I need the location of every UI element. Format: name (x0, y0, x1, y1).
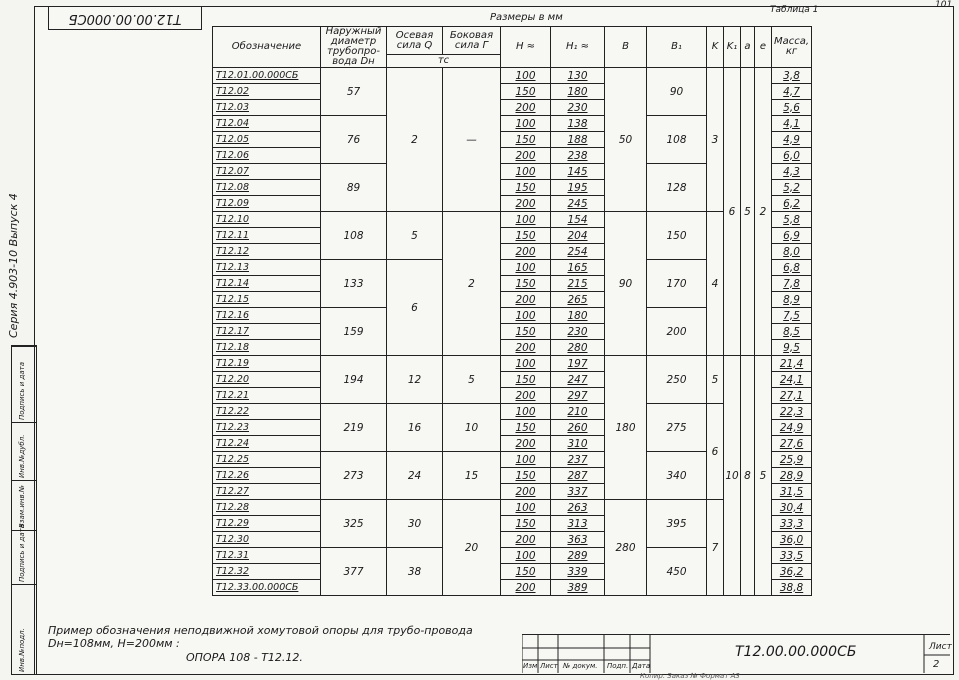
page-number: 101 (935, 0, 953, 10)
h-cell: 100 (501, 212, 551, 228)
designation-cell: Т12.14 (213, 276, 321, 292)
designation-cell: Т12.05 (213, 132, 321, 148)
title-col-label: № докум. (563, 662, 598, 670)
mass-cell: 5,6 (772, 100, 812, 116)
dimensions-note: Размеры в мм (490, 12, 563, 23)
stamp-label: Инв.№дубл. (18, 434, 26, 478)
table-row (213, 500, 812, 516)
mass-cell: 21,4 (772, 356, 812, 372)
designation-cell: Т12.23 (213, 420, 321, 436)
K1-cell: 10 (724, 356, 741, 596)
diameter-cell: 325 (321, 500, 387, 548)
mass-cell: 6,0 (772, 148, 812, 164)
h1-cell: 238 (551, 148, 605, 164)
lateral-cell: — (443, 68, 501, 212)
h1-cell: 230 (551, 100, 605, 116)
B1-cell: 170 (647, 260, 707, 308)
mass-cell: 4,1 (772, 116, 812, 132)
diameter-cell: 219 (321, 404, 387, 452)
B1-cell: 450 (647, 548, 707, 596)
h-cell: 150 (501, 564, 551, 580)
mass-cell: 7,8 (772, 276, 812, 292)
diameter-cell: 377 (321, 548, 387, 596)
h-cell: 150 (501, 372, 551, 388)
B1-cell: 275 (647, 404, 707, 452)
B1-cell: 150 (647, 212, 707, 260)
h1-cell: 247 (551, 372, 605, 388)
h-cell: 200 (501, 292, 551, 308)
designation-cell: Т12.22 (213, 404, 321, 420)
h1-cell: 210 (551, 404, 605, 420)
header-b1: B₁ (647, 27, 707, 68)
mass-cell: 33,3 (772, 516, 812, 532)
h-cell: 150 (501, 84, 551, 100)
mass-cell: 6,2 (772, 196, 812, 212)
series-label: Серия 4.903-10 Выпуск 4 (7, 193, 20, 338)
header-e: e (755, 27, 772, 68)
header-lateral: Боковая сила Г (443, 27, 501, 55)
mass-cell: 8,5 (772, 324, 812, 340)
K-cell: 3 (707, 68, 724, 212)
title-col-label: Лист (540, 662, 558, 670)
corner-code-stamp: Т12.00.00.000СБ (48, 6, 202, 30)
B-cell: 90 (605, 212, 647, 356)
h1-cell: 287 (551, 468, 605, 484)
h1-cell: 130 (551, 68, 605, 84)
designation-cell: Т12.28 (213, 500, 321, 516)
h-cell: 100 (501, 500, 551, 516)
table-row (213, 404, 812, 420)
h-cell: 200 (501, 148, 551, 164)
diameter-cell: 194 (321, 356, 387, 404)
mass-cell: 33,5 (772, 548, 812, 564)
h1-cell: 138 (551, 116, 605, 132)
h1-cell: 245 (551, 196, 605, 212)
h1-cell: 165 (551, 260, 605, 276)
B1-cell: 90 (647, 68, 707, 116)
designation-cell: Т12.09 (213, 196, 321, 212)
axial-cell: 24 (387, 452, 443, 500)
axial-cell: 6 (387, 260, 443, 356)
side-stamp-columns (11, 345, 37, 675)
h1-cell: 280 (551, 340, 605, 356)
h-cell: 100 (501, 452, 551, 468)
table-row (213, 212, 812, 228)
mass-cell: 36,2 (772, 564, 812, 580)
designation-cell: Т12.31 (213, 548, 321, 564)
diameter-cell: 133 (321, 260, 387, 308)
header-force-unit: тс (387, 55, 501, 68)
mass-cell: 30,4 (772, 500, 812, 516)
header-mass: Масса, кг (772, 27, 812, 68)
B1-cell: 340 (647, 452, 707, 500)
designation-cell: Т12.16 (213, 308, 321, 324)
B1-cell: 250 (647, 356, 707, 404)
designation-cell: Т12.25 (213, 452, 321, 468)
designation-cell: Т12.27 (213, 484, 321, 500)
mass-cell: 24,9 (772, 420, 812, 436)
designation-cell: Т12.04 (213, 116, 321, 132)
header-a: a (741, 27, 755, 68)
h1-cell: 337 (551, 484, 605, 500)
h-cell: 100 (501, 116, 551, 132)
designation-cell: Т12.21 (213, 388, 321, 404)
table-label: Таблица 1 (770, 5, 819, 15)
designation-cell: Т12.20 (213, 372, 321, 388)
diameter-cell: 108 (321, 212, 387, 260)
h1-cell: 313 (551, 516, 605, 532)
designation-cell: Т12.19 (213, 356, 321, 372)
header-b: B (605, 27, 647, 68)
mass-cell: 22,3 (772, 404, 812, 420)
h-cell: 200 (501, 340, 551, 356)
header-h1: H₁ ≈ (551, 27, 605, 68)
h-cell: 150 (501, 276, 551, 292)
header-axial: Осевая сила Q (387, 27, 443, 55)
title-col-label: Дата (632, 662, 651, 670)
header-k1: K₁ (724, 27, 741, 68)
mass-cell: 36,0 (772, 532, 812, 548)
mass-cell: 5,8 (772, 212, 812, 228)
designation-cell: Т12.11 (213, 228, 321, 244)
table-row (213, 356, 812, 372)
mass-cell: 27,1 (772, 388, 812, 404)
designation-cell: Т12.15 (213, 292, 321, 308)
h-cell: 100 (501, 164, 551, 180)
h-cell: 150 (501, 420, 551, 436)
designation-cell: Т12.01.00.000СБ (213, 68, 321, 84)
sheet-number: 2 (933, 659, 940, 670)
designation-cell: Т12.10 (213, 212, 321, 228)
mass-cell: 31,5 (772, 484, 812, 500)
h-cell: 150 (501, 468, 551, 484)
h1-cell: 180 (551, 308, 605, 324)
mass-cell: 6,8 (772, 260, 812, 276)
designation-cell: Т12.32 (213, 564, 321, 580)
title-col-label: Изм (523, 662, 538, 670)
h1-cell: 237 (551, 452, 605, 468)
h1-cell: 254 (551, 244, 605, 260)
h-cell: 100 (501, 308, 551, 324)
h1-cell: 197 (551, 356, 605, 372)
designation-cell: Т12.17 (213, 324, 321, 340)
designation-cell: Т12.18 (213, 340, 321, 356)
K-cell: 6 (707, 404, 724, 500)
stamp-label: Инв.№подл. (18, 628, 26, 672)
K-cell: 7 (707, 500, 724, 596)
lateral-cell: 10 (443, 404, 501, 452)
h-cell: 200 (501, 196, 551, 212)
lateral-cell: 5 (443, 356, 501, 404)
stamp-label: Подпись и дата (18, 524, 26, 582)
B1-cell: 395 (647, 500, 707, 548)
header-designation: Обозначение (213, 27, 321, 68)
e-cell: 2 (755, 68, 772, 356)
designation-cell: Т12.08 (213, 180, 321, 196)
h-cell: 100 (501, 356, 551, 372)
h-cell: 150 (501, 516, 551, 532)
axial-cell: 16 (387, 404, 443, 452)
title-col-label: Подп. (607, 662, 629, 670)
h1-cell: 260 (551, 420, 605, 436)
designation-cell: Т12.13 (213, 260, 321, 276)
h1-cell: 297 (551, 388, 605, 404)
designation-cell: Т12.12 (213, 244, 321, 260)
axial-cell: 5 (387, 212, 443, 260)
diameter-cell: 273 (321, 452, 387, 500)
h1-cell: 154 (551, 212, 605, 228)
sheet-label: Лист (929, 642, 952, 652)
mass-cell: 38,8 (772, 580, 812, 596)
B1-cell: 108 (647, 116, 707, 164)
mass-cell: 9,5 (772, 340, 812, 356)
B1-cell: 200 (647, 308, 707, 356)
designation-cell: Т12.24 (213, 436, 321, 452)
h-cell: 200 (501, 532, 551, 548)
designation-cell: Т12.02 (213, 84, 321, 100)
h1-cell: 215 (551, 276, 605, 292)
h-cell: 100 (501, 404, 551, 420)
mass-cell: 4,9 (772, 132, 812, 148)
mass-cell: 24,1 (772, 372, 812, 388)
designation-cell: Т12.30 (213, 532, 321, 548)
h-cell: 200 (501, 484, 551, 500)
B-cell: 180 (605, 356, 647, 500)
h1-cell: 265 (551, 292, 605, 308)
e-cell: 5 (755, 356, 772, 596)
designation-cell: Т12.26 (213, 468, 321, 484)
h1-cell: 339 (551, 564, 605, 580)
lateral-cell: 2 (443, 212, 501, 356)
h1-cell: 145 (551, 164, 605, 180)
h-cell: 200 (501, 244, 551, 260)
footer-text: Копир. Заказ № Формат А3 (640, 672, 740, 680)
designation-cell: Т12.03 (213, 100, 321, 116)
h-cell: 200 (501, 580, 551, 596)
K-cell: 5 (707, 356, 724, 404)
h-cell: 150 (501, 324, 551, 340)
header-diameter: Наружный диаметр трубопро-вода Dн (321, 27, 387, 68)
axial-cell: 38 (387, 548, 443, 596)
h1-cell: 230 (551, 324, 605, 340)
mass-cell: 8,9 (772, 292, 812, 308)
diameter-cell: 89 (321, 164, 387, 212)
h1-cell: 195 (551, 180, 605, 196)
designation-cell: Т12.29 (213, 516, 321, 532)
h1-cell: 389 (551, 580, 605, 596)
h-cell: 150 (501, 180, 551, 196)
diameter-cell: 76 (321, 116, 387, 164)
B1-cell: 128 (647, 164, 707, 212)
axial-cell: 12 (387, 356, 443, 404)
mass-cell: 6,9 (772, 228, 812, 244)
axial-cell: 2 (387, 68, 443, 212)
h-cell: 200 (501, 100, 551, 116)
mass-cell: 7,5 (772, 308, 812, 324)
designation-cell: Т12.07 (213, 164, 321, 180)
stamp-label: Подпись и дата (18, 362, 26, 420)
axial-cell: 30 (387, 500, 443, 548)
lateral-cell: 15 (443, 452, 501, 500)
header-h: H ≈ (501, 27, 551, 68)
h-cell: 100 (501, 68, 551, 84)
mass-cell: 5,2 (772, 180, 812, 196)
diameter-cell: 57 (321, 68, 387, 116)
h1-cell: 180 (551, 84, 605, 100)
dimensions-table (212, 26, 812, 596)
h1-cell: 289 (551, 548, 605, 564)
mass-cell: 3,8 (772, 68, 812, 84)
mass-cell: 28,9 (772, 468, 812, 484)
h-cell: 100 (501, 260, 551, 276)
h-cell: 150 (501, 228, 551, 244)
a-cell: 8 (741, 356, 755, 596)
mass-cell: 8,0 (772, 244, 812, 260)
lateral-cell: 20 (443, 500, 501, 596)
mass-cell: 4,7 (772, 84, 812, 100)
mass-cell: 4,3 (772, 164, 812, 180)
h1-cell: 263 (551, 500, 605, 516)
h1-cell: 363 (551, 532, 605, 548)
B-cell: 50 (605, 68, 647, 212)
a-cell: 5 (741, 68, 755, 356)
B-cell: 280 (605, 500, 647, 596)
stamp-label: Взам.инв.№ (18, 484, 26, 528)
h-cell: 200 (501, 388, 551, 404)
designation-cell: Т12.33.00.000СБ (213, 580, 321, 596)
h-cell: 150 (501, 132, 551, 148)
example-note: Пример обозначения неподвижной хомутовой опоры для трубо-провода Dн=108мм, H=200мм : (48, 624, 473, 650)
h-cell: 200 (501, 436, 551, 452)
drawing-designation: Т12.00.00.000СБ (735, 644, 857, 660)
h1-cell: 310 (551, 436, 605, 452)
table-row (213, 68, 812, 84)
K-cell: 4 (707, 212, 724, 356)
K1-cell: 6 (724, 68, 741, 356)
example-code: ОПОРА 108 - Т12.12. (186, 651, 303, 664)
h1-cell: 188 (551, 132, 605, 148)
mass-cell: 25,9 (772, 452, 812, 468)
header-k: K (707, 27, 724, 68)
designation-cell: Т12.06 (213, 148, 321, 164)
h1-cell: 204 (551, 228, 605, 244)
mass-cell: 27,6 (772, 436, 812, 452)
h-cell: 100 (501, 548, 551, 564)
diameter-cell: 159 (321, 308, 387, 356)
